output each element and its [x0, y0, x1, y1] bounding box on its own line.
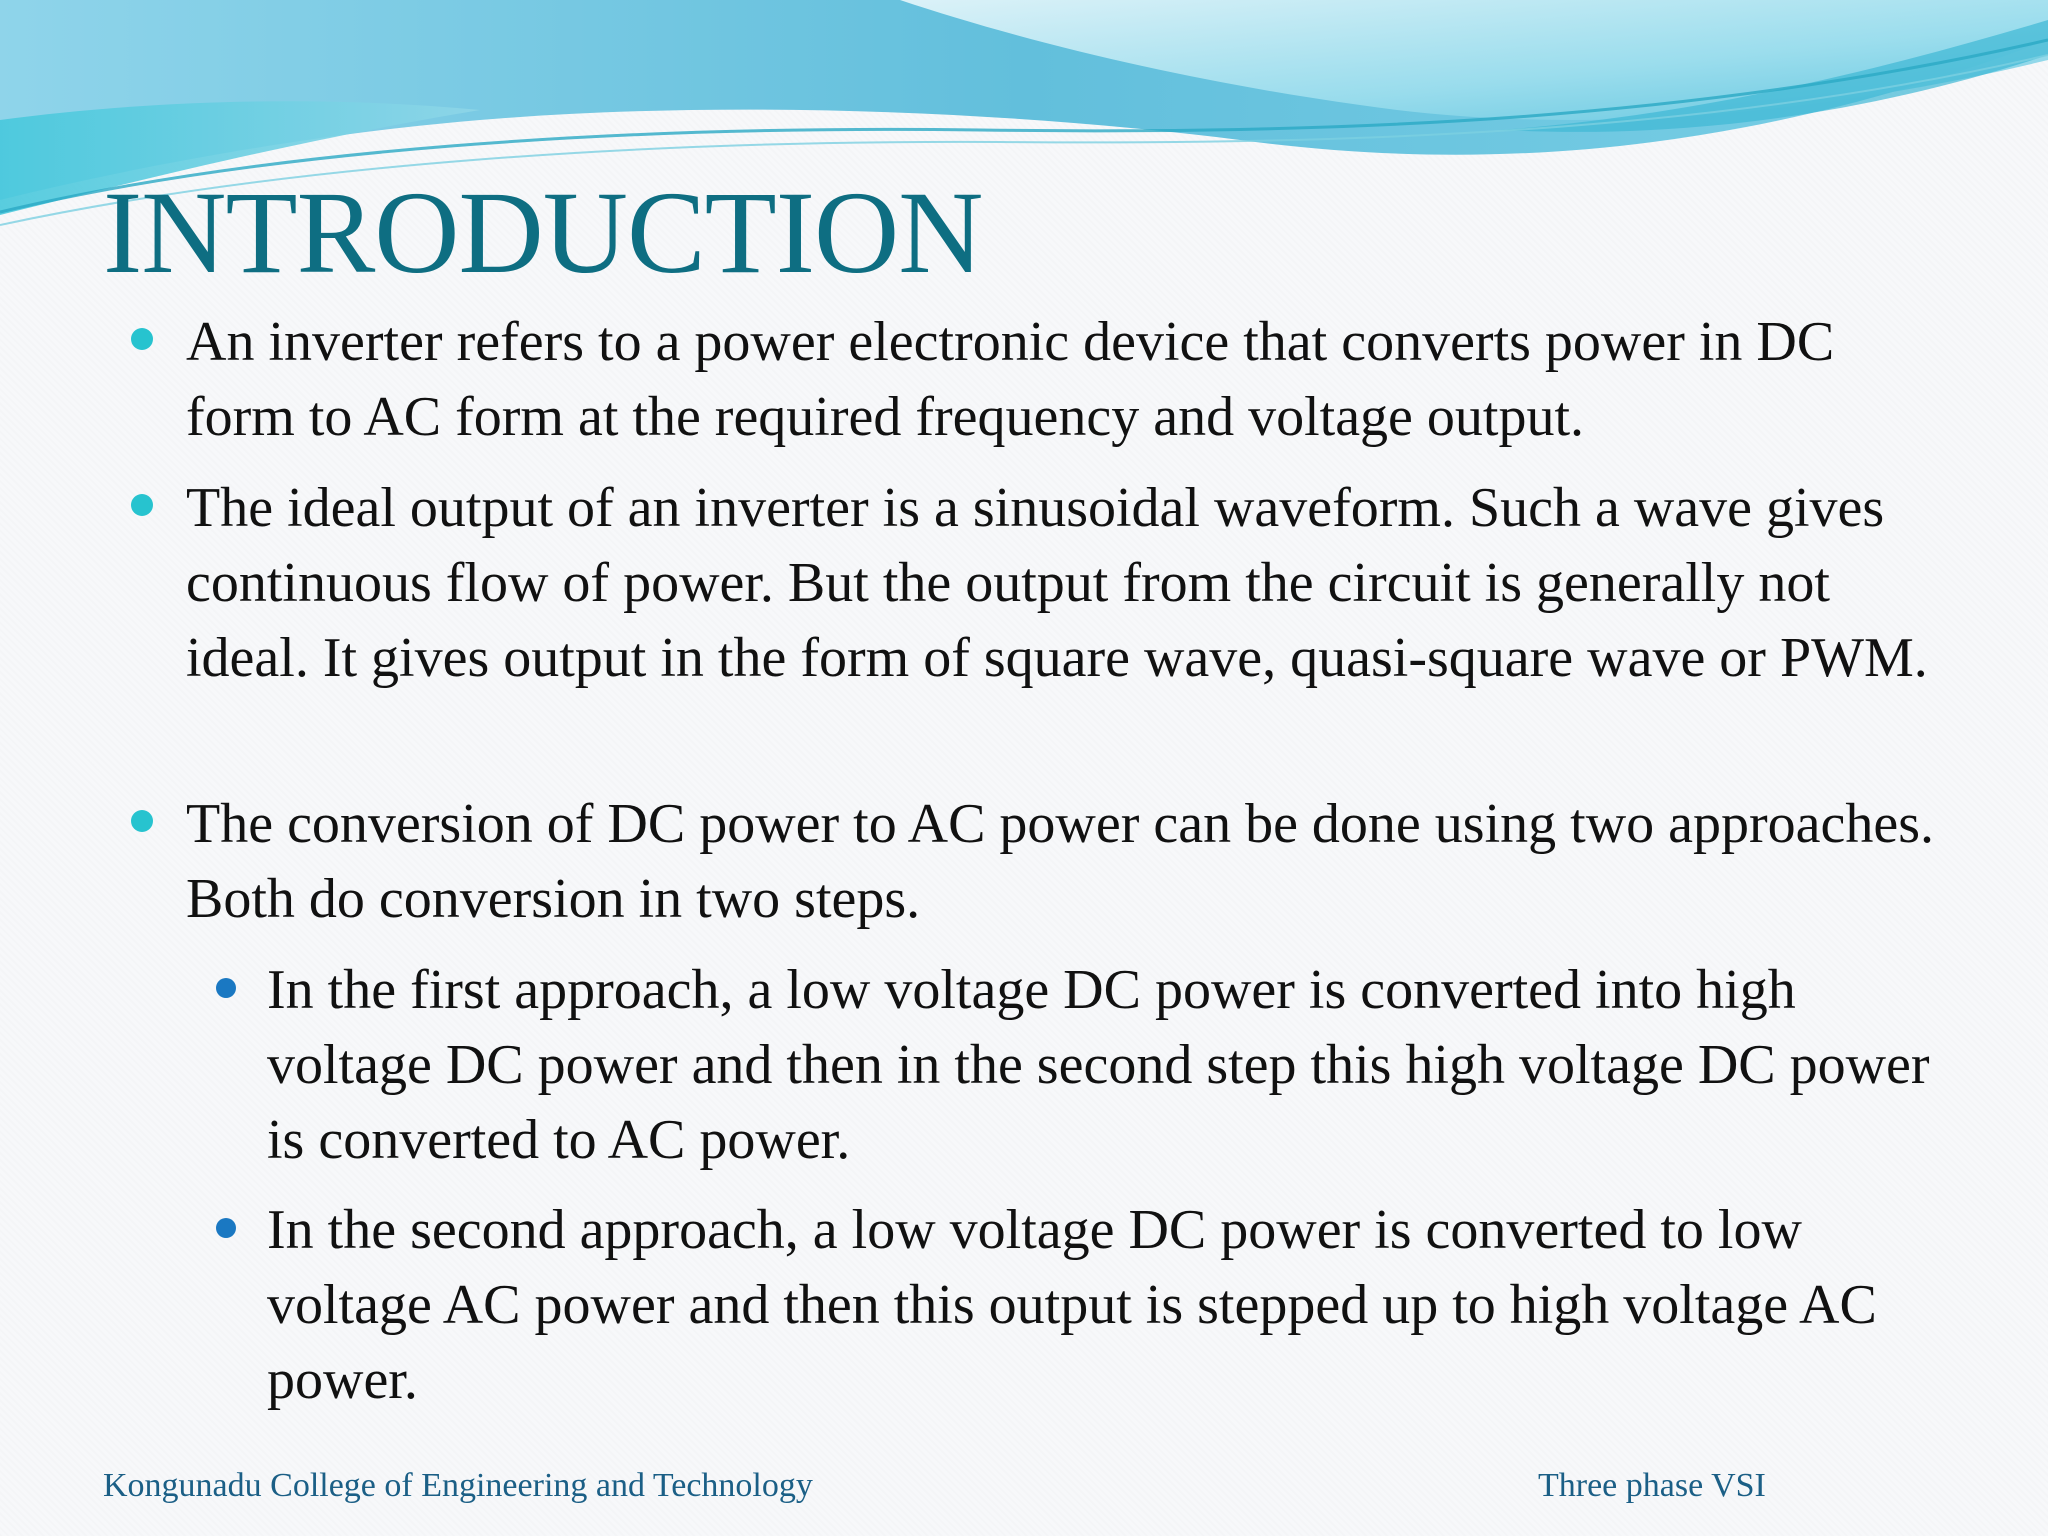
sub-bullet-dot-icon	[216, 1218, 236, 1238]
bullet-item: An inverter refers to a power electronic device that converts power in DC form to AC form at the required frequency and voltage output.	[186, 311, 1835, 448]
slide-title: INTRODUCTION	[103, 167, 983, 298]
footer-institution: Kongunadu College of Engineering and Technology	[103, 1467, 813, 1504]
bullet-item: The ideal output of an inverter is a sinusoidal waveform. Such a wave gives continuous flow of power. But the output from the circuit is generally not ideal. It gives output in the form of square wave, quasi-square wave or PWM.	[186, 477, 1928, 689]
bullet-dot-icon	[131, 494, 153, 516]
bullet-dot-icon	[131, 328, 153, 350]
sub-bullet-dot-icon	[216, 978, 236, 998]
sub-bullet-item: In the second approach, a low voltage DC power is converted to low voltage AC power and then this output is stepped up to high voltage AC power.	[267, 1199, 1877, 1411]
bullet-dot-icon	[131, 810, 153, 832]
bullet-item: The conversion of DC power to AC power can be done using two approaches. Both do conversion in two steps.	[186, 793, 1935, 930]
sub-bullet-item: In the first approach, a low voltage DC power is converted into high voltage DC power and then in the second step this high voltage DC power is converted to AC power.	[267, 959, 1930, 1171]
footer-topic: Three phase VSI	[1538, 1467, 1766, 1504]
